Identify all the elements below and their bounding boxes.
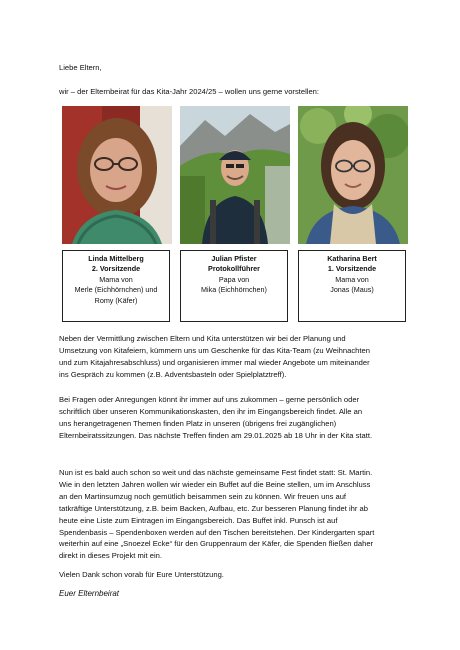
paragraph-line: Bei Fragen oder Anregungen könnt ihr immer auf uns zukommen – gerne persönlich oder (59, 395, 360, 404)
paragraph-line: ins Gespräch zu kommen (z.B. Adventsbasteln oder Spielplatztreff). (59, 369, 287, 379)
paragraph-line: Umsetzung von Kitafeiern, kümmern uns um Geschenke für das Kita-Team (zu Weihnachten (59, 345, 370, 355)
member-role: 2. Vorsitzende (91, 264, 141, 274)
member-name: Julian Pfister (211, 254, 257, 263)
member-children: Merle (Eichhörnchen) und (74, 285, 158, 295)
paragraph-line: tatkräftige Unterstützung, z.B. beim Backen, Aufbau, etc. Zur besseren Planung findet ihr ab (59, 503, 368, 513)
photo-linda-mittelberg (62, 106, 172, 244)
member-card-katharina-bert (298, 250, 406, 322)
thanks-line: Vielen Dank schon vorab für Eure Unterstützung. (59, 570, 224, 579)
paragraph-line: an den Martinsumzug noch gemütlich beisammen sein zu können. Wir freuen uns auf (59, 491, 347, 501)
paragraph-line: direkt in dieses Projekt mit ein. (59, 551, 162, 561)
signature: Euer Elternbeirat (59, 589, 120, 598)
paragraph-contact (59, 394, 372, 442)
member-role: 1. Vorsitzende (327, 264, 377, 274)
photo-katharina-bert (298, 106, 408, 244)
member-children: Mika (Eichhörnchen) (201, 285, 267, 295)
paragraph-line: heute eine Liste zum Eintragen im Eingangsbereich. Das Buffet inkl. Punsch ist auf (59, 515, 338, 525)
member-parent-of: Papa von (218, 274, 250, 284)
paragraph-line: schriftlich über unseren Kommunikationskasten, den ihr im Eingangsbereich findet. Alle an (59, 406, 363, 416)
greeting: Liebe Eltern, (59, 63, 102, 72)
paragraph-st-martin (59, 467, 374, 562)
paragraph-line: Elternbeiratssitzungen. Das nächste Treffen finden am 29.01.2025 ab 18 Uhr in der Kita statt. (59, 430, 373, 440)
member-name: Linda Mittelberg (88, 254, 144, 263)
paragraph-line: Spendenbasis – Spendenboxen werden auf den Tischen bereitstehen. Der Kindergarten spart (59, 527, 375, 537)
member-children: Romy (Käfer) (94, 295, 138, 305)
paragraph-line: uns herangetragenen Themen finden Platz in unseren (übrigens frei zugänglichen) (59, 418, 337, 428)
paragraph-line: Neben der Vermittlung zwischen Eltern und Kita unterstützen wir bei der Planung und (59, 334, 346, 343)
member-card-julian-pfister (180, 250, 288, 322)
paragraph-tasks (59, 333, 370, 381)
member-name: Katharina Bert (327, 254, 377, 263)
photo-julian-pfister (180, 106, 290, 244)
paragraph-line: weiterhin auf eine „Snoezel Ecke“ für den Gruppenraum der Käfer, die Spenden fließen daher (59, 539, 374, 549)
paragraph-line: Wie in den letzten Jahren wollen wir wieder ein Buffet auf die Beine stellen, um im Anschluss (59, 479, 371, 489)
intro-line: wir – der Elternbeirat für das Kita-Jahr 2024/25 – wollen uns gerne vorstellen: (59, 87, 320, 96)
member-role: Protokollführer (208, 264, 260, 274)
paragraph-line: Nun ist es bald auch schon so weit und das nächste gemeinsame Fest findet statt: St. Martin. (59, 468, 373, 477)
member-parent-of: Mama von (335, 274, 369, 284)
member-card-linda-mittelberg (62, 250, 170, 322)
paragraph-line: und zum Kitajahresabschluss) und organisieren immer mal wieder Angebote um miteinander (59, 357, 370, 367)
member-parent-of: Mama von (99, 274, 133, 284)
member-children: Jonas (Maus) (330, 285, 374, 295)
